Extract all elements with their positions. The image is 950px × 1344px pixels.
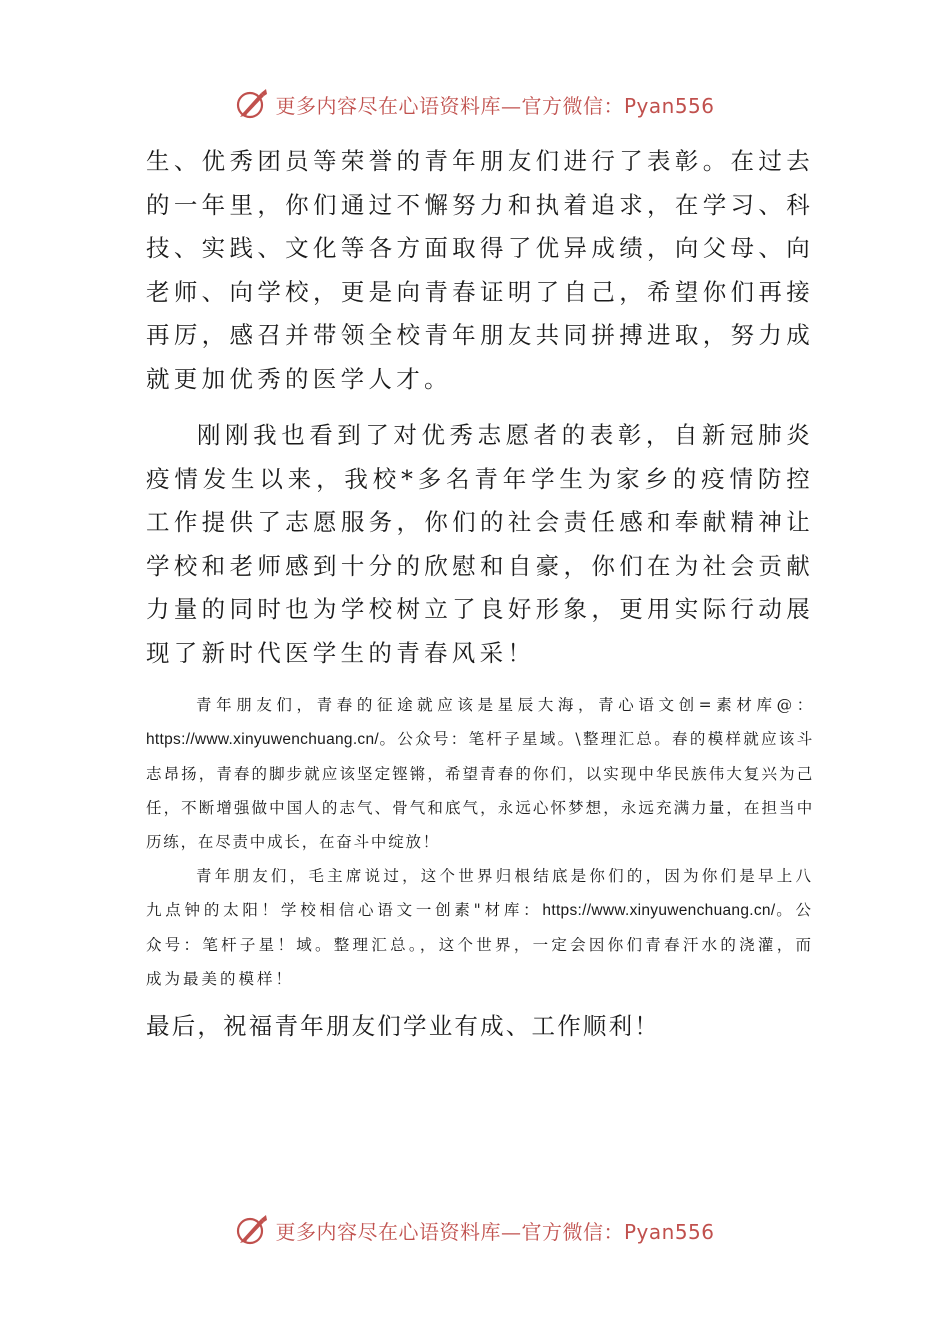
paragraph-4: 青年朋友们，毛主席说过，这个世界归根结底是你们的，因为你们是早上八九点钟的太阳！学校相信心语文一创素"材库：https://www.xinyuwenchuang.cn/。公众号：笔杆子星！域。整理汇总。，这个世界，一定会因你们青春汗水的浇灌，而成为最美的模样！	[146, 867, 814, 988]
banner-title: 更多内容尽在心语资料库—官方微信：Pyan556	[275, 93, 715, 118]
pen-nib-logo-icon	[235, 1213, 269, 1247]
wechat-id: Pyan556	[623, 1219, 715, 1244]
header-banner	[0, 84, 950, 124]
footer-banner	[0, 1210, 950, 1250]
paragraph-3: 青年朋友们，青春的征途就应该是星辰大海，青心语文创=素材库@：https://www.xinyuwenchuang.cn/。公众号：笔杆子星域。\整理汇总。春的模样就应该斗志昂扬，青春的脚步就应该坚定铿锵，希望青春的你们，以实现中华民族伟大复兴为己任，不断增强做中国人的志气、骨气和底气，永远心怀梦想，永远充满力量，在担当中历练，在尽责中成长，在奋斗中绽放！	[146, 696, 814, 851]
pen-nib-logo-icon	[235, 87, 269, 121]
paragraph-3-url: https://www.xinyuwenchuang.cn/	[146, 731, 380, 748]
paragraph-2: 刚刚我也看到了对优秀志愿者的表彰，自新冠肺炎疫情发生以来，我校*多名青年学生为家乡的疫情防控工作提供了志愿服务，你们的社会责任感和奉献精神让学校和老师感到十分的欣慰和自豪，你们在为社会贡献力量的同时也为学校树立了良好形象，更用实际行动展现了新时代医学生的青春风采！	[146, 421, 814, 667]
document-body	[146, 140, 814, 1048]
paragraph-1: 生、优秀团员等荣誉的青年朋友们进行了表彰。在过去的一年里，你们通过不懈努力和执着追求，在学习、科技、实践、文化等各方面取得了优异成绩，向父母、向老师、向学校，更是向青春证明了自己，希望你们再接再厉，感召并带领全校青年朋友共同拼搏进取，努力成就更加优秀的医学人才。	[146, 147, 814, 393]
banner-title: 更多内容尽在心语资料库—官方微信：Pyan556	[275, 1219, 715, 1244]
wechat-id: Pyan556	[623, 93, 715, 118]
paragraph-4-url: https://www.xinyuwenchuang.cn/	[542, 902, 776, 919]
closing-line: 最后，祝福青年朋友们学业有成、工作顺利！	[146, 1012, 660, 1040]
